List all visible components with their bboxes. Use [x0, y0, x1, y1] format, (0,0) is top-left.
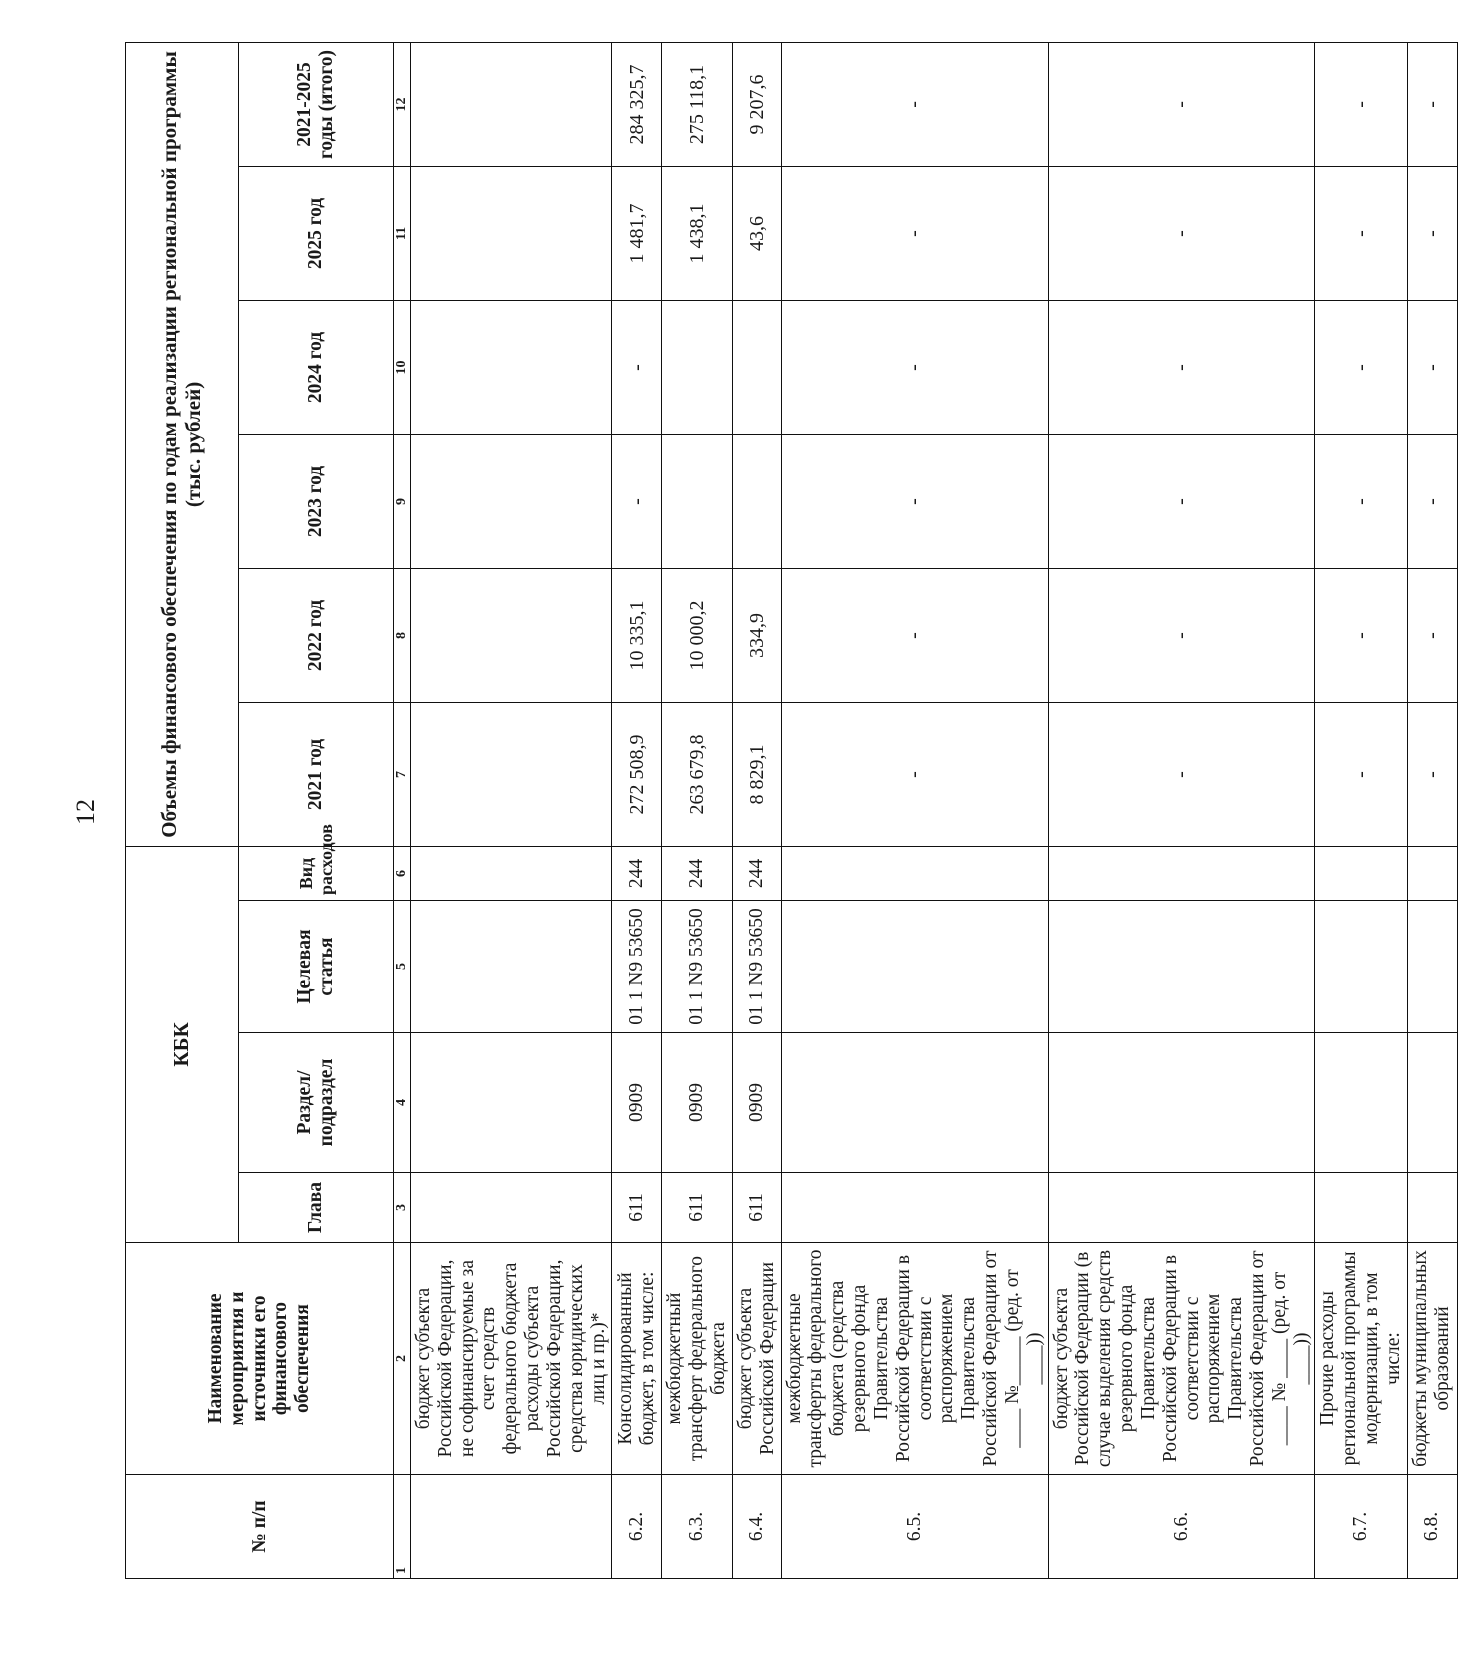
table-row [781, 42, 1048, 1578]
row-vid [1315, 846, 1407, 900]
col-number: 12 [394, 42, 411, 166]
row-glava [1407, 1173, 1457, 1243]
row-celevaya [1407, 901, 1457, 1033]
header-2024: 2024 год [239, 300, 394, 434]
row-vid [781, 846, 1048, 900]
row-glava [1048, 1173, 1315, 1243]
column-numbers-row [394, 42, 411, 1578]
row-vid [1048, 846, 1315, 900]
row-name: межбюджетные трансферты федерального бюджета (средства резервного фонда Правительства Российской Федерации в соответствии с распоряжением Правительства Российской Федерации от ____ №_____ (ред. от ____)) [781, 1243, 1048, 1475]
row-2023: - [1048, 434, 1315, 568]
row-2023 [411, 434, 612, 568]
row-2025: 43,6 [732, 166, 781, 300]
rotated-page-content [125, 43, 1454, 1579]
row-2024: - [1315, 300, 1407, 434]
row-razdel: 0909 [662, 1033, 732, 1173]
table-row [411, 42, 612, 1578]
financing-table [125, 42, 1458, 1579]
col-number: 2 [394, 1243, 411, 1475]
row-name: межбюджетный трансферт федерального бюджета [662, 1243, 732, 1475]
row-celevaya [411, 901, 612, 1033]
col-number: 1 [394, 1475, 411, 1579]
row-celevaya: 01 1 N9 53650 [662, 901, 732, 1033]
header-kbk: КБК [126, 846, 239, 1242]
table-row [662, 42, 732, 1578]
row-2025: - [1048, 166, 1315, 300]
row-2021: - [781, 702, 1048, 846]
row-2025: 1 481,7 [612, 166, 662, 300]
row-2021: 263 679,8 [662, 702, 732, 846]
row-vid [1407, 846, 1457, 900]
row-2021: 8 829,1 [732, 702, 781, 846]
col-number: 11 [394, 166, 411, 300]
col-number: 9 [394, 434, 411, 568]
row-2024 [732, 300, 781, 434]
row-total: 284 325,7 [612, 42, 662, 166]
row-num: 6.4. [732, 1475, 781, 1579]
row-2025: - [1315, 166, 1407, 300]
row-total: - [781, 42, 1048, 166]
row-2021: - [1407, 702, 1457, 846]
row-glava [411, 1173, 612, 1243]
page-number: 12 [71, 799, 100, 825]
row-total: 275 118,1 [662, 42, 732, 166]
row-razdel [1048, 1033, 1315, 1173]
row-2024: - [1048, 300, 1315, 434]
row-2024 [411, 300, 612, 434]
row-name: бюджеты муниципальных образований [1407, 1243, 1457, 1475]
row-2025: 1 438,1 [662, 166, 732, 300]
row-vid: 244 [662, 846, 732, 900]
row-name: бюджет субъекта Российской Федерации (в случае выделения средств резервного фонда Правительства Российской Федерации в соответствии с распоряжением Правительства Российской Федерации от ____ № ____ (ред. от ____)) [1048, 1243, 1315, 1475]
row-2025: - [1407, 166, 1457, 300]
row-2022 [411, 568, 612, 702]
header-total: 2021-2025 годы (итого) [239, 42, 394, 166]
row-razdel [411, 1033, 612, 1173]
row-2023: - [1315, 434, 1407, 568]
row-total: - [1048, 42, 1315, 166]
row-2023: - [612, 434, 662, 568]
row-glava [781, 1173, 1048, 1243]
header-volumes: Объемы финансового обеспечения по годам реализации региональной программы (тыс. рублей) [126, 42, 239, 846]
header-razdel: Раздел/ подраздел [239, 1033, 394, 1173]
header-2023: 2023 год [239, 434, 394, 568]
header-2021: 2021 год [239, 702, 394, 846]
row-2022: 10 335,1 [612, 568, 662, 702]
header-num: № п/п [126, 1475, 394, 1579]
row-celevaya [1315, 901, 1407, 1033]
table-row [1407, 42, 1457, 1578]
row-celevaya: 01 1 N9 53650 [732, 901, 781, 1033]
row-2022: 334,9 [732, 568, 781, 702]
row-glava: 611 [612, 1173, 662, 1243]
row-celevaya [1048, 901, 1315, 1033]
row-num: 6.2. [612, 1475, 662, 1579]
row-name: бюджет субъекта Российской Федерации, не софинансируемые за счет средств федерального бюджета расходы субъекта Российской Федерации, средства юридических лиц и пр.)* [411, 1243, 612, 1475]
row-name: бюджет субъекта Российской Федерации [732, 1243, 781, 1475]
row-2022: - [1315, 568, 1407, 702]
row-glava: 611 [732, 1173, 781, 1243]
row-2021: 272 508,9 [612, 702, 662, 846]
col-number: 6 [394, 846, 411, 900]
row-2025 [411, 166, 612, 300]
table-row [732, 42, 781, 1578]
row-num: 6.5. [781, 1475, 1048, 1579]
row-2024 [662, 300, 732, 434]
row-2024: - [781, 300, 1048, 434]
row-celevaya: 01 1 N9 53650 [612, 901, 662, 1033]
header-2022: 2022 год [239, 568, 394, 702]
row-2024: - [612, 300, 662, 434]
row-total: 9 207,6 [732, 42, 781, 166]
col-number: 10 [394, 300, 411, 434]
col-number: 4 [394, 1033, 411, 1173]
row-2021: - [1315, 702, 1407, 846]
row-2025: - [781, 166, 1048, 300]
row-vid: 244 [732, 846, 781, 900]
row-total: - [1407, 42, 1457, 166]
row-2021 [411, 702, 612, 846]
row-vid [411, 846, 612, 900]
row-2022: - [1048, 568, 1315, 702]
row-razdel: 0909 [612, 1033, 662, 1173]
col-number: 5 [394, 901, 411, 1033]
row-name: Прочие расходы региональной программы модернизации, в том числе: [1315, 1243, 1407, 1475]
row-2023 [732, 434, 781, 568]
row-razdel [781, 1033, 1048, 1173]
row-2021: - [1048, 702, 1315, 846]
row-num: 6.3. [662, 1475, 732, 1579]
row-2024: - [1407, 300, 1457, 434]
header-glava: Глава [239, 1173, 394, 1243]
row-glava [1315, 1173, 1407, 1243]
row-num [411, 1475, 612, 1579]
header-name: Наименование мероприятия и источники его финансового обеспечения [126, 1243, 394, 1475]
row-2023: - [781, 434, 1048, 568]
table-row [612, 42, 662, 1578]
header-2025: 2025 год [239, 166, 394, 300]
header-vid: Вид расходов [239, 846, 394, 900]
header-celevaya: Целевая статья [239, 901, 394, 1033]
row-total [411, 42, 612, 166]
col-number: 8 [394, 568, 411, 702]
row-razdel: 0909 [732, 1033, 781, 1173]
col-number: 3 [394, 1173, 411, 1243]
table-row [1048, 42, 1315, 1578]
row-2022: - [781, 568, 1048, 702]
row-2023 [662, 434, 732, 568]
row-2023: - [1407, 434, 1457, 568]
row-vid: 244 [612, 846, 662, 900]
table-row [1315, 42, 1407, 1578]
row-total: - [1315, 42, 1407, 166]
row-num: 6.7. [1315, 1475, 1407, 1579]
row-num: 6.6. [1048, 1475, 1315, 1579]
row-2022: 10 000,2 [662, 568, 732, 702]
row-num: 6.8. [1407, 1475, 1457, 1579]
row-razdel [1407, 1033, 1457, 1173]
col-number: 7 [394, 702, 411, 846]
row-2022: - [1407, 568, 1457, 702]
row-razdel [1315, 1033, 1407, 1173]
row-celevaya [781, 901, 1048, 1033]
row-name: Консолидированный бюджет, в том числе: [612, 1243, 662, 1475]
row-glava: 611 [662, 1173, 732, 1243]
